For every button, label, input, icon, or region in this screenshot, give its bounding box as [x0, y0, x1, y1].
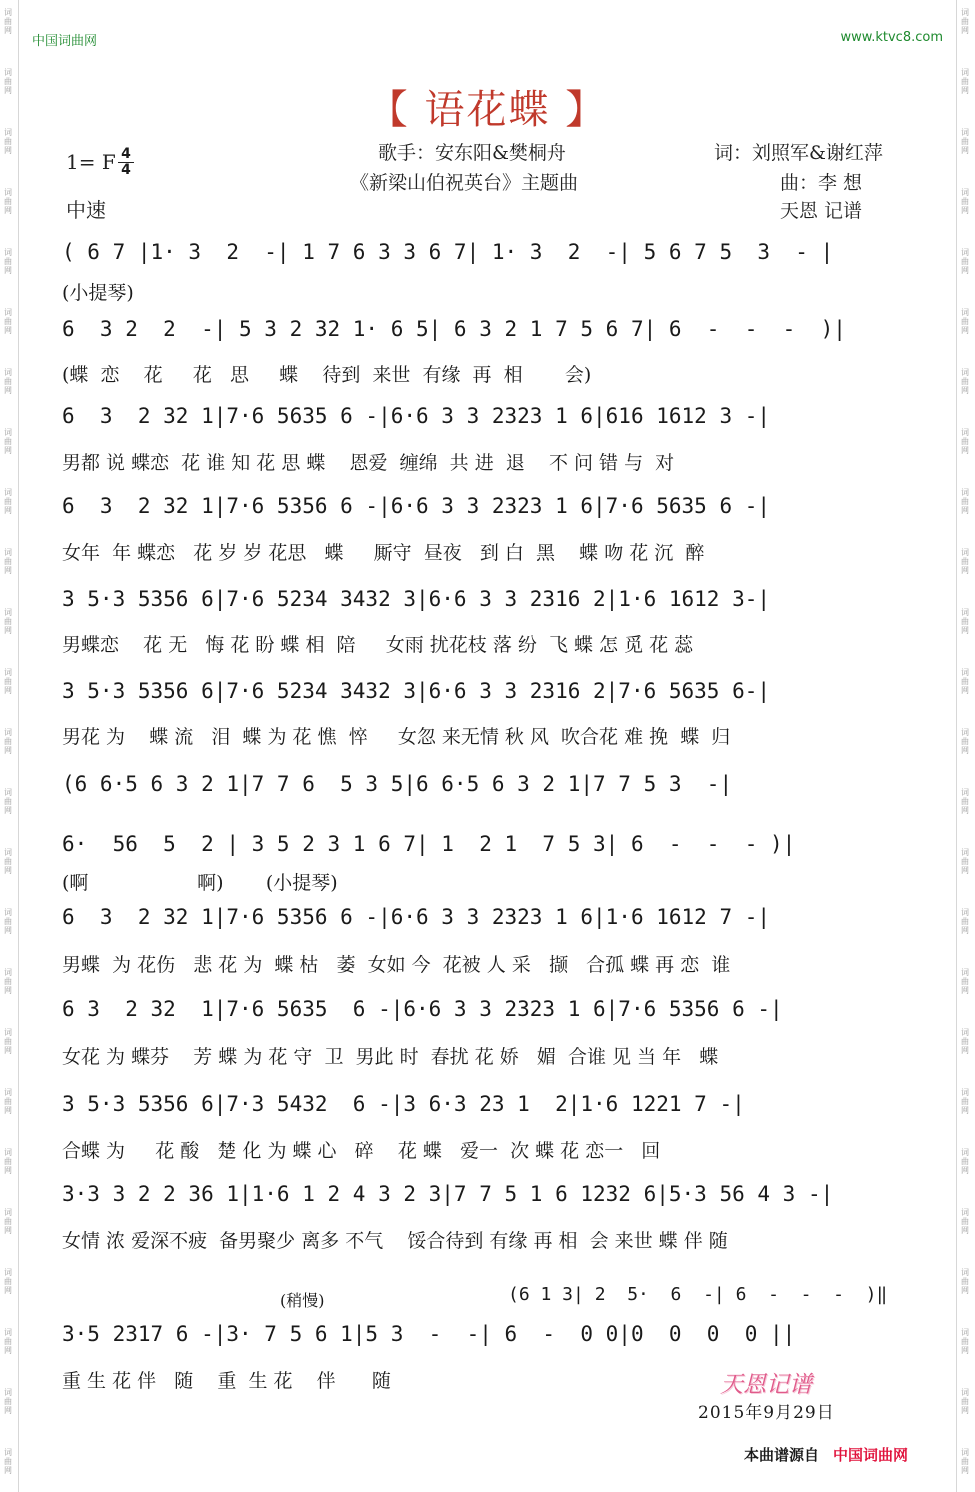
watermark-mark: 词 曲 网 — [961, 1268, 969, 1295]
staff-notes-12: 3·3 3 2 2 36 1|1·6 1 2 4 3 2 3|7 7 5 1 6 1232 6|5·3 56 4 3 -| — [62, 1182, 834, 1206]
watermark-mark: 词 曲 网 — [961, 1028, 969, 1055]
watermark-mark: 词 曲 网 — [4, 1388, 12, 1415]
staff-notes-13: 3·5 2317 6 -|3· 7 5 6 1|5 3 - -| 6 - 0 0|0 0 0 0 || — [62, 1322, 796, 1346]
watermark-mark: 词 曲 网 — [961, 368, 969, 395]
staff-lyrics-4: 女年 年 蝶恋 花 岁 岁 花思 蝶 厮守 昼夜 到 白 黑 蝶 吻 花 沉 醉 — [62, 542, 705, 564]
watermark-mark: 词 曲 网 — [4, 128, 12, 155]
watermark-mark: 词 曲 网 — [961, 308, 969, 335]
watermark-mark: 词 曲 网 — [4, 1088, 12, 1115]
staff-notes-9: 6 3 2 32 1|7·6 5356 6 -|6·6 3 3 2323 1 6|1·6 1612 7 -| — [62, 905, 771, 929]
staff-notes-8: 6· 56 5 2 | 3 5 2 3 1 6 7| 1 2 1 7 5 3| 6 - - - )| — [62, 832, 796, 856]
right-watermark-strip — [956, 0, 975, 1492]
watermark-mark: 词 曲 网 — [4, 608, 12, 635]
footer-source-label: 本曲谱源自 — [744, 1446, 820, 1464]
site-name-left[interactable]: 中国词曲网 — [32, 34, 98, 49]
watermark-mark: 词 曲 网 — [961, 1208, 969, 1235]
staff-lyrics-1: (小提琴) — [62, 282, 134, 304]
tempo-marking: 中速 — [66, 198, 106, 222]
watermark-mark: 词 曲 网 — [961, 1328, 969, 1355]
watermark-mark: 词 曲 网 — [961, 668, 969, 695]
site-url-right[interactable]: www.ktvc8.com — [840, 30, 943, 45]
staff-lyrics-11: 合蝶 为 花 酸 楚 化 为 蝶 心 碎 花 蝶 爱一 次 蝶 花 恋一 回 — [62, 1140, 661, 1162]
staff-notes-2: 6 3 2 2 -| 5 3 2 32 1· 6 5| 6 3 2 1 7 5 6 7| 6 - - - )| — [62, 317, 846, 341]
watermark-mark: 词 曲 网 — [4, 668, 12, 695]
staff-notes-10: 6 3 2 32 1|7·6 5635 6 -|6·6 3 3 2323 1 6|7·6 5356 6 -| — [62, 997, 783, 1021]
footer-brand-link[interactable]: 中国词曲网 — [833, 1446, 909, 1464]
watermark-mark: 词 曲 网 — [961, 1148, 969, 1175]
slower-marking: (稍慢) — [280, 1291, 325, 1310]
watermark-mark: 词 曲 网 — [961, 8, 969, 35]
watermark-mark: 词 曲 网 — [4, 548, 12, 575]
watermark-mark: 词 曲 网 — [961, 788, 969, 815]
watermark-mark: 词 曲 网 — [4, 368, 12, 395]
staff-lyrics-12: 女情 浓 爱深不疲 备男聚少 离多 不气 馁合待到 有缘 再 相 会 来世 蝶 伴 随 — [62, 1230, 728, 1252]
transcription-date: 2015年9月29日 — [698, 1403, 835, 1423]
watermark-mark: 词 曲 网 — [4, 1328, 12, 1355]
time-signature-top: 4 — [121, 146, 131, 162]
watermark-mark: 词 曲 网 — [961, 848, 969, 875]
staff-lyrics-3: 男都 说 蝶恋 花 谁 知 花 思 蝶 恩爱 缠绵 共 进 退 不 问 错 与 对 — [62, 452, 675, 474]
watermark-mark: 词 曲 网 — [4, 908, 12, 935]
staff-lyrics-6: 男花 为 蝶 流 泪 蝶 为 花 憔 悴 女忽 来无情 秋 风 吹合花 难 挽 蝶 归 — [62, 726, 731, 748]
watermark-mark: 词 曲 网 — [4, 788, 12, 815]
staff-notes-6: 3 5·3 5356 6|7·6 5234 3432 3|6·6 3 3 2316 2|7·6 5635 6-| — [62, 679, 771, 703]
watermark-mark: 词 曲 网 — [961, 68, 969, 95]
watermark-mark: 词 曲 网 — [4, 308, 12, 335]
watermark-mark: 词 曲 网 — [961, 1088, 969, 1115]
watermark-mark: 词 曲 网 — [4, 728, 12, 755]
watermark-mark: 词 曲 网 — [4, 848, 12, 875]
watermark-mark: 词 曲 网 — [4, 488, 12, 515]
watermark-mark: 词 曲 网 — [4, 428, 12, 455]
watermark-mark: 词 曲 网 — [961, 608, 969, 635]
transcriber-credit: 天恩 记谱 — [780, 200, 863, 222]
transcriber-stamp: 天恩记谱 — [720, 1372, 812, 1398]
watermark-mark: 词 曲 网 — [4, 1028, 12, 1055]
watermark-mark: 词 曲 网 — [961, 728, 969, 755]
footer-source — [744, 1444, 908, 1465]
song-title: 【 语花蝶 】 — [367, 87, 608, 133]
watermark-mark: 词 曲 网 — [961, 188, 969, 215]
watermark-mark: 词 曲 网 — [4, 248, 12, 275]
time-signature-bottom: 4 — [118, 162, 134, 178]
watermark-mark: 词 曲 网 — [4, 68, 12, 95]
staff-notes-11: 3 5·3 5356 6|7·3 5432 6 -|3 6·3 23 1 2|1·6 1221 7 -| — [62, 1092, 745, 1116]
watermark-mark: 词 曲 网 — [4, 1148, 12, 1175]
watermark-mark: 词 曲 网 — [961, 968, 969, 995]
watermark-mark: 词 曲 网 — [961, 128, 969, 155]
watermark-mark: 词 曲 网 — [961, 548, 969, 575]
staff-lyrics-13: 重 生 花 伴 随 重 生 花 伴 随 — [62, 1370, 391, 1392]
left-watermark-strip — [0, 0, 19, 1492]
watermark-mark: 词 曲 网 — [4, 968, 12, 995]
staff-lyrics-5: 男蝶恋 花 无 悔 花 盼 蝶 相 陪 女雨 扰花枝 落 纷 飞 蝶 怎 觅 花 蕊 — [62, 634, 694, 656]
watermark-mark: 词 曲 网 — [961, 488, 969, 515]
singer-credit: 歌手：安东阳&樊桐舟 — [378, 142, 566, 164]
watermark-mark: 词 曲 网 — [4, 8, 12, 35]
theme-credit: 《新梁山伯祝英台》主题曲 — [350, 172, 579, 194]
watermark-mark: 词 曲 网 — [4, 188, 12, 215]
staff-notes-5: 3 5·3 5356 6|7·6 5234 3432 3|6·6 3 3 2316 2|1·6 1612 3-| — [62, 587, 771, 611]
watermark-mark: 词 曲 网 — [961, 1388, 969, 1415]
watermark-mark: 词 曲 网 — [961, 428, 969, 455]
staff-notes-7: (6 6·5 6 3 2 1|7 7 6 5 3 5|6 6·5 6 3 2 1|7 7 5 3 -| — [62, 772, 733, 796]
staff-lyrics-8: (啊 啊) (小提琴) — [62, 872, 338, 894]
staff-lyrics-10: 女花 为 蝶芬 芳 蝶 为 花 守 卫 男此 时 春扰 花 娇 媚 合谁 见 当 年 蝶 — [62, 1046, 719, 1068]
time-signature — [118, 147, 134, 178]
violin-ending-line: (6 1 3| 2 5· 6 -| 6 - - - )‖ — [508, 1284, 888, 1305]
watermark-mark: 词 曲 网 — [4, 1268, 12, 1295]
watermark-mark: 词 曲 网 — [961, 908, 969, 935]
lyricist-credit: 词：刘照军&谢红萍 — [714, 142, 883, 164]
watermark-mark: 词 曲 网 — [961, 1448, 969, 1475]
key-signature: 1= F — [66, 150, 116, 174]
staff-lyrics-2: (蝶 恋 花 花 思 蝶 待到 来世 有缘 再 相 会) — [62, 364, 592, 386]
staff-notes-3: 6 3 2 32 1|7·6 5635 6 -|6·6 3 3 2323 1 6|616 1612 3 -| — [62, 404, 771, 428]
staff-notes-1: ( 6 7 |1· 3 2 -| 1 7 6 3 3 6 7| 1· 3 2 -| 5 6 7 5 3 - | — [62, 240, 834, 264]
watermark-mark: 词 曲 网 — [4, 1448, 12, 1475]
composer-credit: 曲：李 想 — [780, 172, 863, 194]
staff-lyrics-9: 男蝶 为 花伤 悲 花 为 蝶 枯 萎 女如 今 花被 人 采 撷 合孤 蝶 再 恋 谁 — [62, 954, 731, 976]
watermark-mark: 词 曲 网 — [961, 248, 969, 275]
watermark-mark: 词 曲 网 — [4, 1208, 12, 1235]
staff-notes-4: 6 3 2 32 1|7·6 5356 6 -|6·6 3 3 2323 1 6|7·6 5635 6 -| — [62, 494, 771, 518]
